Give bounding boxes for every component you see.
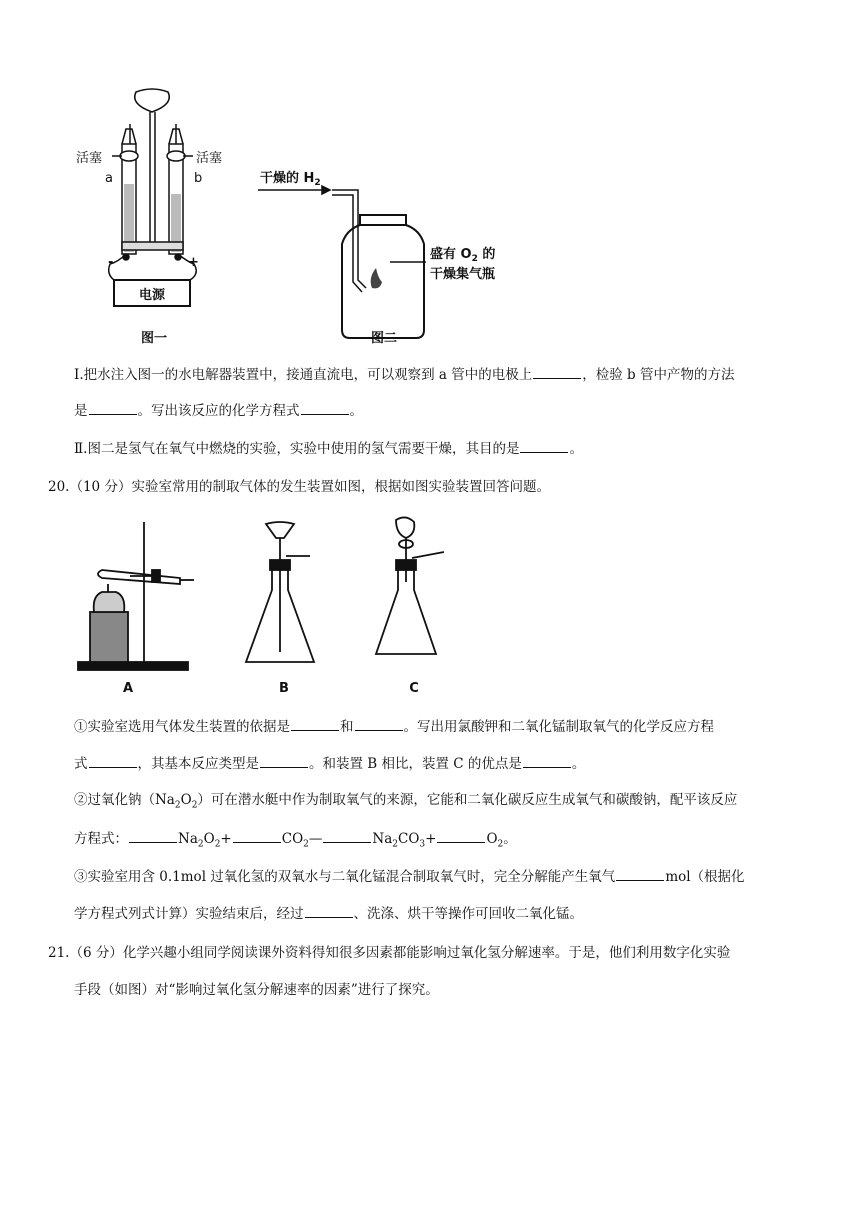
power-label: 电源	[138, 288, 166, 303]
answer-blank[interactable]	[616, 866, 664, 881]
q19-part2: Ⅱ.图二是氢气在氧气中燃烧的实验，实验中使用的氢气需要干燥，其目的是 。	[0, 438, 860, 459]
answer-blank[interactable]	[89, 753, 137, 768]
answer-blank[interactable]	[323, 828, 371, 843]
figure-electrolysis-apparatus	[70, 84, 280, 354]
q20-part2-line1: ②过氧化钠$(Na_2O_2)$可在潜水艇中作为制取氧气的来源，它能和二氧化碳反应生成氧气和碳酸钠，配平该反应	[74, 792, 738, 811]
stopcock-left-icon	[112, 151, 138, 161]
electrode-wires	[109, 254, 197, 280]
answer-blank[interactable]	[260, 753, 308, 768]
plus-label: +	[188, 255, 199, 270]
answer-blank[interactable]	[301, 400, 349, 415]
q20-part1-line2: 式 ，其基本反应类型是 。和装置 B 相比，装置 C 的优点是 。	[0, 753, 860, 774]
answer-blank[interactable]	[233, 828, 281, 843]
apparatus-a	[78, 522, 194, 670]
answer-blank[interactable]	[305, 903, 353, 918]
answer-blank[interactable]	[523, 753, 571, 768]
dry-h2-label: 干燥的 $H_2$	[260, 171, 321, 188]
q21-line2: 手段（如图）对“影响过氧化氢分解速率的因素”进行了探究。	[74, 982, 439, 998]
q19-part1-line2: 是 。写出该反应的化学方程式 。	[0, 400, 860, 421]
answer-blank[interactable]	[129, 828, 177, 843]
stopcock-left-label: 活塞	[76, 151, 103, 166]
delivery-tube	[332, 190, 366, 292]
stopcock-right-label: 活塞	[196, 151, 223, 166]
q21-line1: 21.（6 分）化学兴趣小组同学阅读课外资料得知很多因素都能影响过氧化氢分解速率。于是，他们利用数字化实验	[48, 945, 731, 961]
apparatus-b	[246, 522, 314, 662]
flame-icon	[371, 268, 382, 288]
stopcock-right-icon	[167, 151, 193, 161]
bottle-label-line2: 干燥集气瓶	[430, 267, 496, 282]
tube-b-label: b	[194, 171, 203, 186]
q20-part3-line2: 学方程式列式计算）实验结束后，经过 、洗涤、烘干等操作可回收二氧化锰。	[0, 903, 860, 924]
apparatus-c-label: C	[409, 681, 419, 696]
answer-blank[interactable]	[89, 400, 137, 415]
bottle-label-line1: 盛有 $O_2$ 的	[430, 247, 496, 264]
answer-blank[interactable]	[520, 438, 568, 453]
answer-blank[interactable]	[437, 828, 485, 843]
q20-part1-line1: ①实验室选用气体发生装置的依据是 和 。写出用氯酸钾和二氧化锰制取氧气的化学反应方程	[0, 716, 860, 737]
tube-a-label: a	[105, 171, 113, 186]
q19-part1-line1: Ⅰ.把水注入图一的水电解器装置中，接通直流电，可以观察到 a 管中的电极上 ，检验 b 管中产物的方法	[0, 364, 860, 385]
figure2-caption: 图二	[370, 331, 398, 346]
bottom-connector	[122, 242, 183, 250]
minus-label: -	[108, 255, 114, 270]
gas-jar	[342, 215, 424, 338]
figure-gas-generators	[70, 512, 470, 702]
q20-part3-line1: ③实验室用含 0.1mol 过氧化氢的双氧水与二氧化锰混合制取氧气时，完全分解能产生氧气 mol（根据化	[0, 866, 860, 887]
answer-blank[interactable]	[355, 716, 403, 731]
apparatus-a-label: A	[122, 681, 134, 696]
figure1-caption: 图一	[140, 331, 168, 346]
figure-hydrogen-combustion	[250, 160, 520, 355]
answer-blank[interactable]	[533, 364, 581, 379]
reservoir-funnel	[135, 89, 170, 244]
apparatus-b-label: B	[279, 681, 289, 696]
q20-heading: 20.（10 分）实验室常用的制取气体的发生装置如图，根据如图实验装置回答问题。	[48, 479, 550, 495]
q20-part2-equation: 方程式： $Na_2O_2+$ $CO_2—$ $Na_2CO_3+ O_2$。	[0, 828, 860, 855]
apparatus-c	[376, 517, 444, 654]
answer-blank[interactable]	[291, 716, 339, 731]
